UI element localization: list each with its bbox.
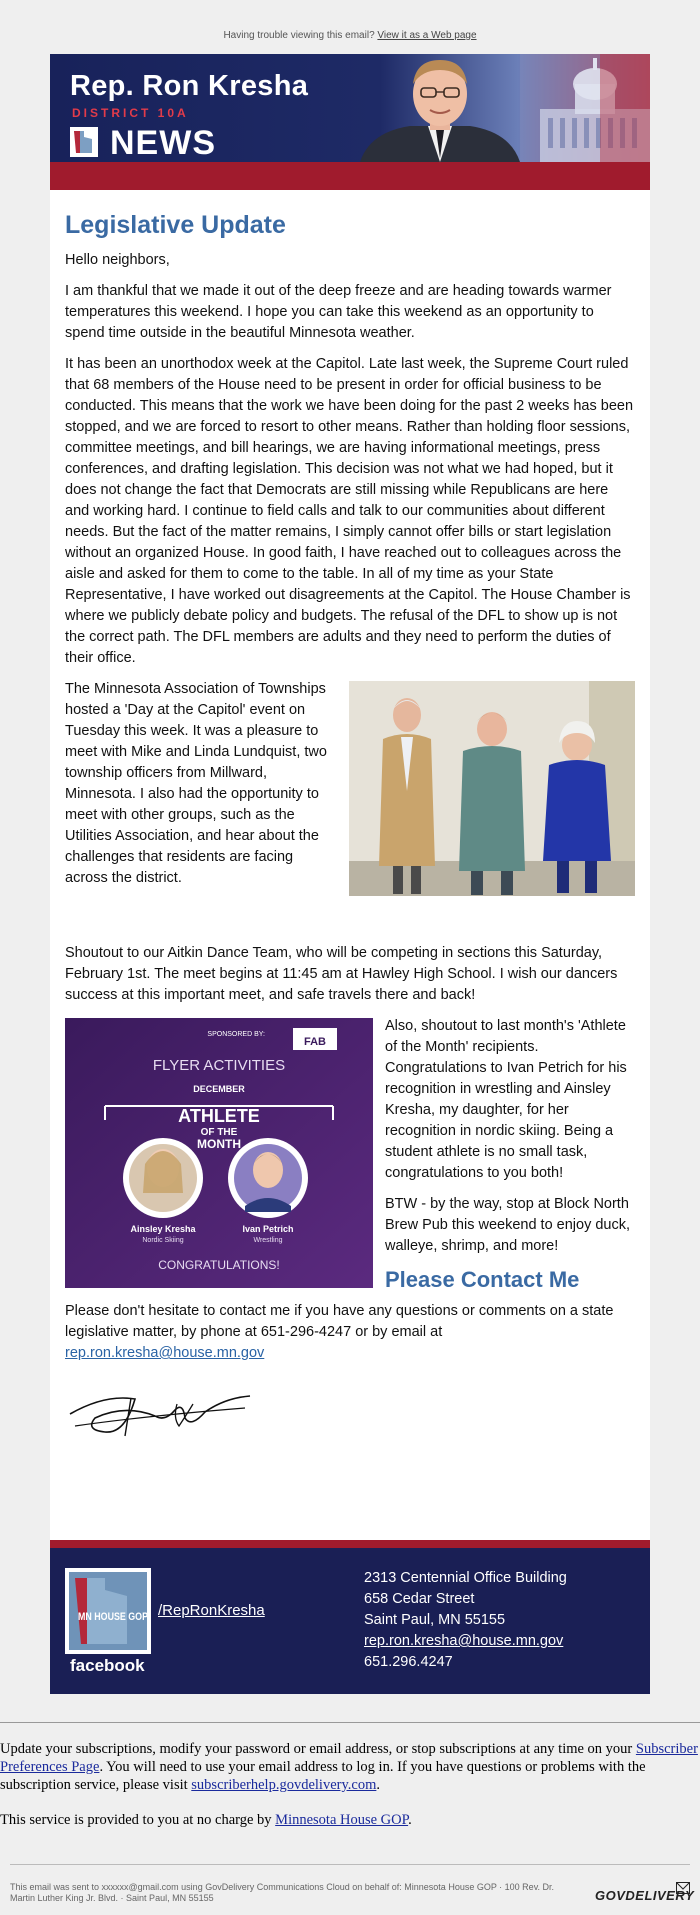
office-address (364, 1568, 567, 1673)
contact-text: Please don't hesitate to contact me if you have any questions or comments on a state legislative matter, by phone at 651-296-4247 or by email at (65, 1303, 614, 1340)
service-notice (0, 1812, 700, 1829)
footer-phone: 651.296.4247 (364, 1654, 453, 1670)
subscription-text-2: . You will need to use your email address to log in. If you have questions or problems with the subscription service, please visit (0, 1759, 646, 1793)
banner-news-title: NEWS (110, 124, 216, 162)
paragraph-dance-team: Shoutout to our Aitkin Dance Team, who will be competing in sections this Saturday, February 1st. The meet begins at 11:45 am at Hawley High School. I wish our dancers success at this important meet, and safe travels there and back! (65, 945, 618, 1003)
flyer-sponsor-label: SPONSORED BY: (207, 1031, 265, 1038)
greeting: Hello neighbors, (65, 252, 170, 268)
contact-heading: Please Contact Me (385, 1267, 580, 1292)
banner-red-band (50, 162, 650, 190)
address-line-1: 2313 Centennial Office Building (364, 1570, 567, 1586)
sent-notice: This email was sent to xxxxxx@gmail.com using GovDelivery Communications Cloud on behalf of: Minnesota House GOP · 100 Rev. Dr. Martin Luther King Jr. Blvd. · Saint Paul, MN 55155 (10, 1882, 555, 1903)
paragraph-capitol-week: It has been an unorthodox week at the Capitol. Late last week, the Supreme Court ruled that 68 members of the House need to be present in order for official business to be conducted. This means that the work we have been doing for the past 2 weeks has been stopped, and we are forced to resort to other means. Rather than holding floor sessions, committee meetings, and bill hearings, we are having informational meetings, press conferences, and drafting legislation. This decision was not what we had hoped, but it does not change the fact that Democrats are still missing while Republicans are here and working hard. I continue to field calls and talk to our communities about different needs. But the fact of the matter remains, I simply cannot offer bills or start legislation without an organized House. In good faith, I have reached out to colleagues across the aisle and asked for them to come to the table. In all of my time as your State Representative, I have worked out disagreements at the Capitol. The House Chamber is where we publicly debate policy and budgets. The refusal of the DFL to show up is not the correct path. The DFL members are adults and they need to perform the duties of their office. (65, 356, 634, 666)
newsletter-body (65, 204, 635, 1444)
page-title: Legislative Update (65, 211, 286, 239)
govdelivery-envelope-icon (676, 1882, 690, 1894)
address-line-3: Saint Paul, MN 55155 (364, 1612, 506, 1628)
subscription-notice (0, 1740, 700, 1794)
flyer-athlete1-sport: Nordic Skiing (142, 1237, 184, 1244)
footer (50, 1548, 650, 1694)
header-banner (50, 54, 650, 162)
flyer-graphic (65, 1018, 373, 1288)
paragraph-townships: The Minnesota Association of Townships hosted a 'Day at the Capitol' event on Tuesday this week. It was a pleasure to meet with Mike and Linda Lundquist, two township officers from Millward, Minnesota. I also had the opportunity to meet with other groups, such as the Utilities Association, and hear about the challenges that residents are facing across the district. (65, 681, 327, 886)
footer-logo-text: MN HOUSE GOP (78, 1611, 148, 1623)
flyer-athlete2-name: Ivan Petrich (242, 1224, 294, 1234)
subscription-text-3: . (376, 1777, 380, 1793)
govdelivery-logo[interactable]: GOVDELIVERY (595, 1888, 695, 1903)
flyer-month-word: MONTH (197, 1137, 241, 1151)
banner-district: DISTRICT 10A (72, 106, 189, 120)
newsletter-card (50, 54, 650, 1694)
subscription-divider (0, 1722, 700, 1723)
footer-email-link[interactable]: rep.ron.kresha@house.mn.gov (364, 1633, 564, 1649)
subscriber-help-link[interactable]: subscriberhelp.govdelivery.com (191, 1777, 377, 1793)
representative-portrait (350, 54, 530, 162)
flyer-org-name: FLYER ACTIVITIES (152, 1057, 286, 1074)
flyer-athlete-word: ATHLETE (178, 1106, 260, 1126)
footer-red-band (50, 1540, 650, 1548)
flyer-athlete1-name: Ainsley Kresha (130, 1224, 196, 1234)
minnesota-house-gop-link[interactable]: Minnesota House GOP (275, 1812, 409, 1828)
facebook-wordmark: facebook (70, 1656, 145, 1675)
contact-paragraph (65, 1301, 635, 1364)
contact-email-link[interactable]: rep.ron.kresha@house.mn.gov (65, 1345, 265, 1361)
signature-image (65, 1374, 255, 1444)
townships-section (65, 679, 635, 889)
paragraph-athletes: Also, shoutout to last month's 'Athlete of the Month' recipients. Congratulations to Ivan Petrich for his recognition in wrestling and Ainsley Kresha, my daughter, for her recognition in nordic skiing. Being a student athlete is no small task, congratulations to you both! (385, 1018, 627, 1181)
facebook-link-wrapper (158, 1602, 265, 1619)
capitol-building-image (520, 54, 650, 162)
paragraph-weather: I am thankful that we made it out of the deep freeze and are heading towards warmer temperatures this weekend. I hope you can take this weekend as an opportunity to spend time outside in the beautiful Minnesota weather. (65, 283, 612, 341)
address-line-2: 658 Cedar Street (364, 1591, 475, 1607)
mn-house-gop-footer-logo[interactable] (65, 1568, 151, 1654)
mn-house-gop-logo (70, 127, 98, 157)
flyer-congratulations: CONGRATULATIONS! (158, 1258, 280, 1272)
paragraph-brew-pub: BTW - by the way, stop at Block North Brew Pub this weekend to enjoy duck, walleye, shrimp, and more! (385, 1196, 631, 1254)
view-online-text: Having trouble viewing this email? (223, 30, 375, 41)
view-online-bar (0, 30, 700, 41)
facebook-page-link[interactable]: /RepRonKresha (158, 1602, 265, 1619)
athlete-of-month-flyer (65, 1018, 373, 1288)
banner-rep-name: Rep. Ron Kresha (70, 70, 309, 102)
flyer-athlete2-sport: Wrestling (253, 1237, 283, 1244)
flyer-of-the: OF THE (200, 1127, 238, 1138)
view-web-page-link[interactable]: View it as a Web page (377, 30, 477, 41)
subscription-text-1: Update your subscriptions, modify your password or email address, or stop subscriptions at any time on your (0, 1741, 633, 1757)
subscriber-preferences-link[interactable]: Subscriber Preferences Page (0, 1741, 698, 1775)
service-text: This service is provided to you at no charge by (0, 1812, 272, 1828)
service-end: . (408, 1812, 412, 1828)
flyer-month: DECEMBER (193, 1084, 245, 1094)
flyer-sponsor-logo: FAB (304, 1036, 326, 1048)
section-spacer (65, 899, 635, 943)
legal-divider (10, 1864, 690, 1865)
townships-meeting-photo (349, 681, 635, 896)
